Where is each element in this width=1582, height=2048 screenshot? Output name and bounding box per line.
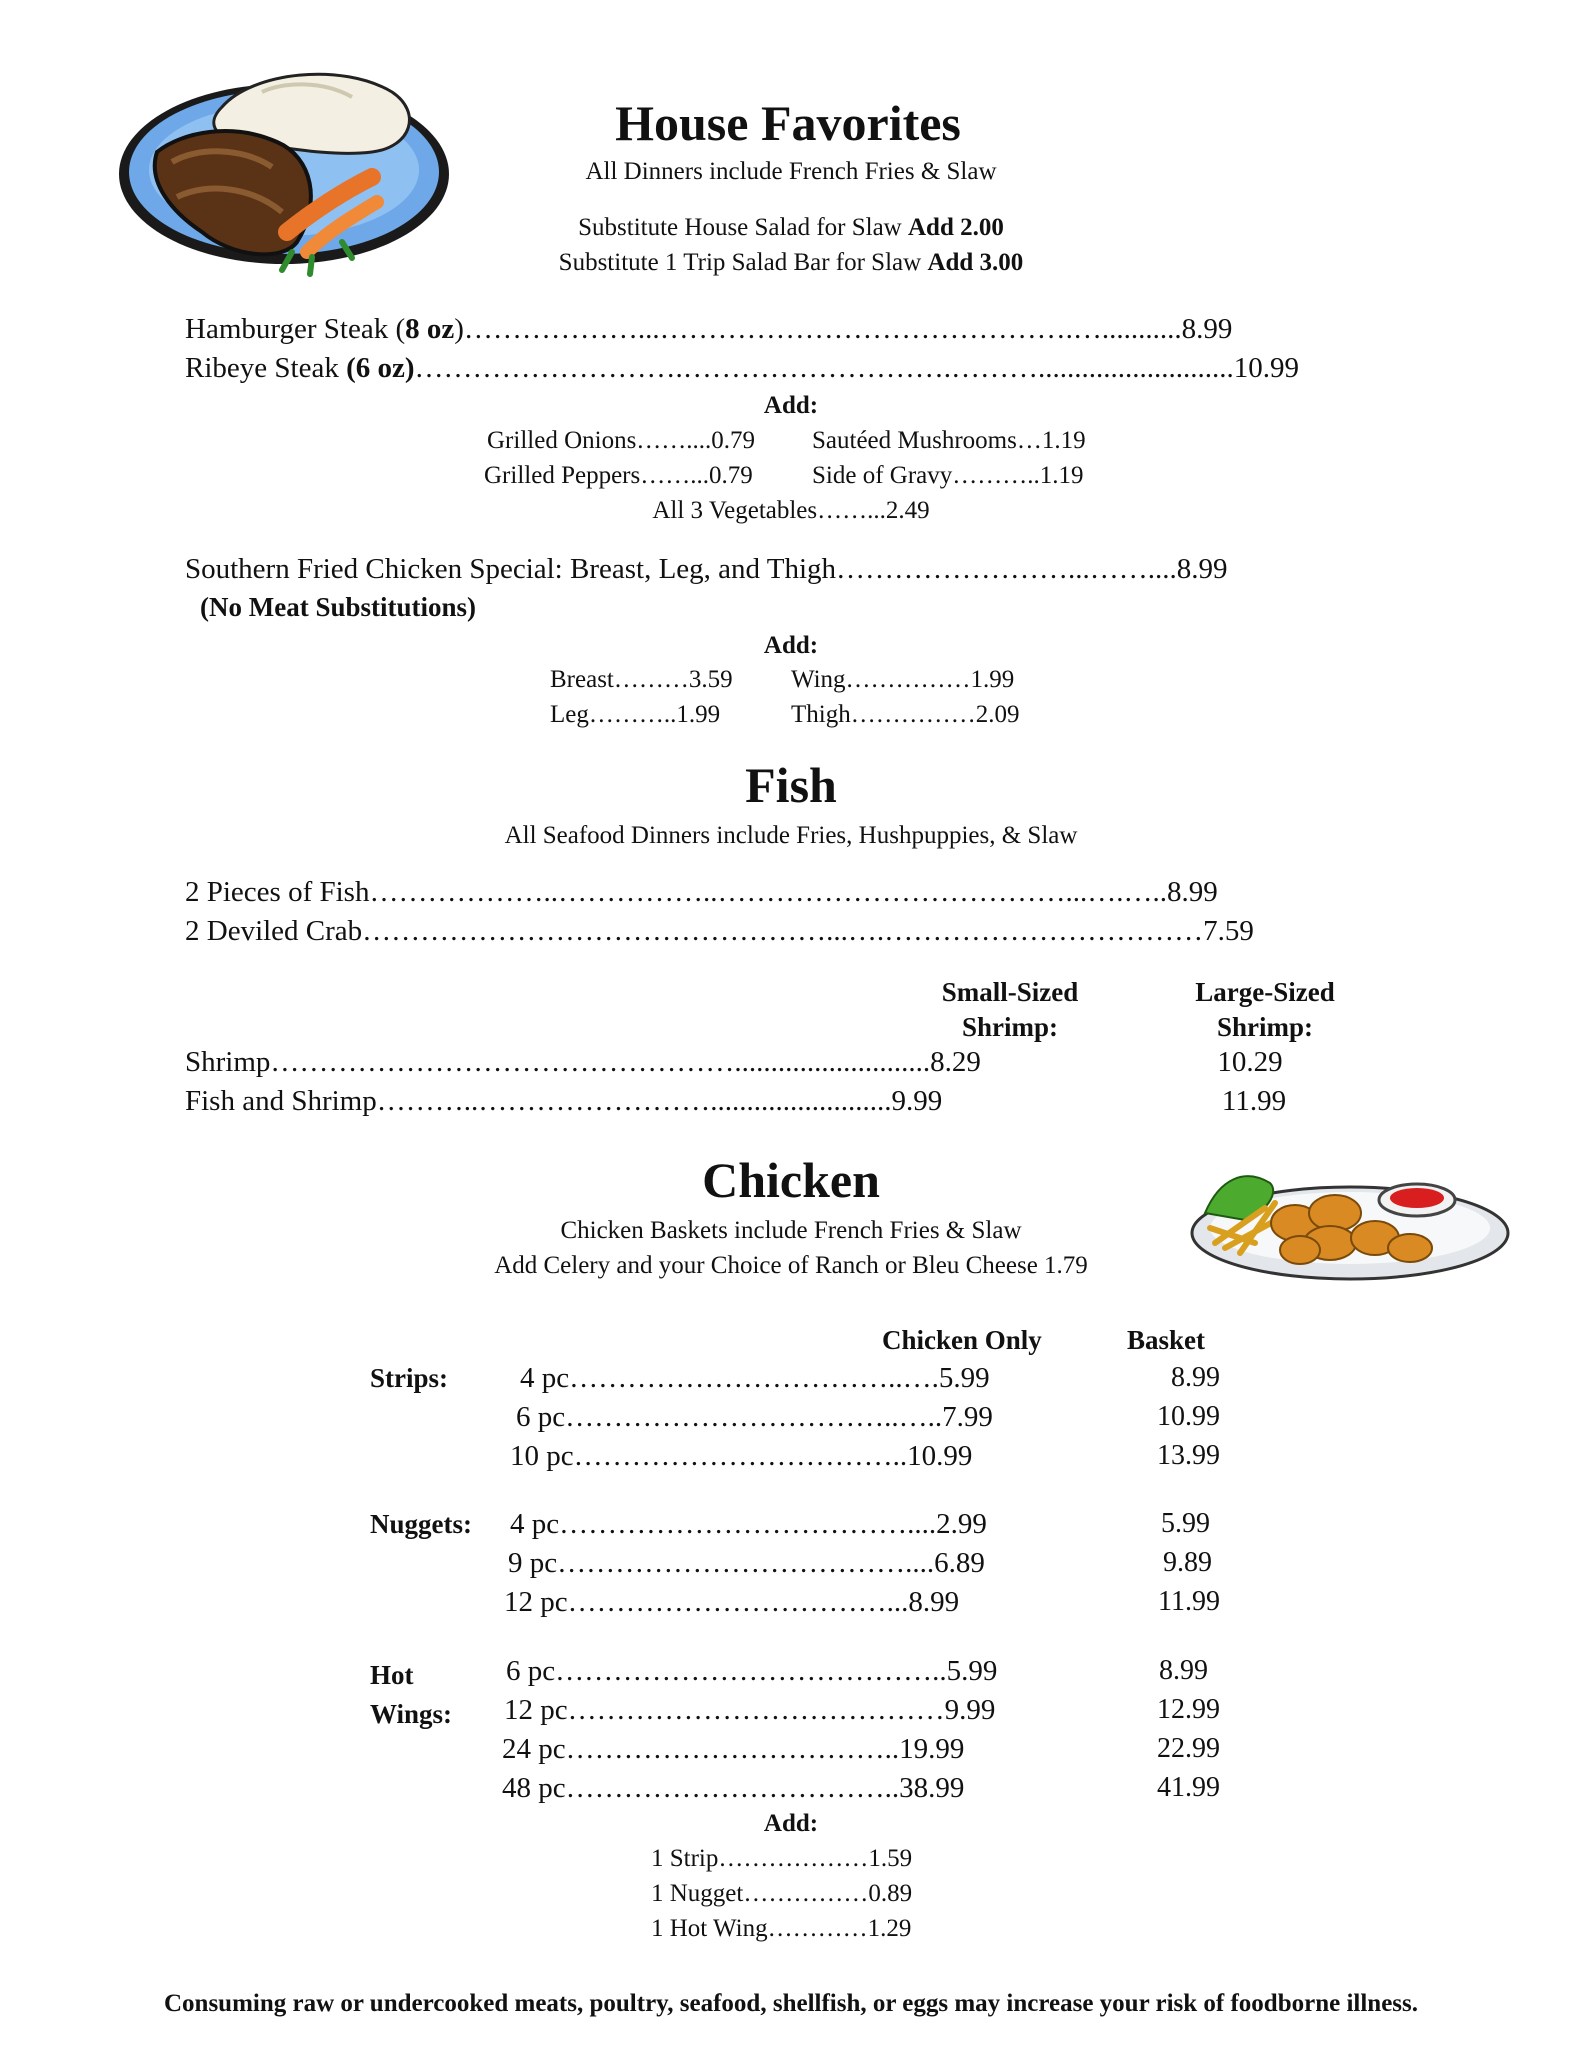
small-shrimp-header: Small-Sized Shrimp: [941, 977, 1079, 1042]
nuggets-12pc: 12 pc……………………………...8.99 [504, 1586, 960, 1618]
nuggets-4pc: 4 pc………………………………....2.99 [510, 1508, 987, 1540]
addon-sauteed-mushrooms: Sautéed Mushrooms…1.19 [812, 427, 1086, 454]
southern-fried-chicken-row: Southern Fried Chicken Special: Breast, Leg, and Thigh……………………...……....8.99 [185, 553, 1228, 585]
addon-leg: Leg………..1.99 [550, 701, 721, 728]
wings-6pc: 6 pc…………………………………..5.99 [506, 1655, 998, 1687]
nuggets-9pc-basket: 9.89 [1163, 1547, 1212, 1578]
salad-bar-substitution: Substitute 1 Trip Salad Bar for Slaw Add 3.00 [558, 249, 1024, 276]
wings-12pc: 12 pc…………………………………9.99 [504, 1694, 996, 1726]
strips-10pc: 10 pc……………………………..10.99 [510, 1440, 973, 1472]
wings-24pc: 24 pc……………………………..19.99 [502, 1733, 965, 1765]
nuggets-label: Nuggets: [370, 1509, 472, 1539]
addon-grilled-peppers: Grilled Peppers……...0.79 [484, 462, 753, 489]
add-1-strip: 1 Strip………………1.59 [651, 1845, 913, 1872]
wings-48pc: 48 pc……………………………..38.99 [502, 1772, 965, 1804]
addon-all-vegetables: All 3 Vegetables……...2.49 [652, 497, 930, 524]
add-1-nugget: 1 Nugget……………0.89 [651, 1880, 913, 1907]
two-pieces-of-fish-row: 2 Pieces of Fish………………..……………..………………………………...….…..8.99 [185, 876, 1218, 908]
chicken-add-label: Add: [763, 632, 819, 659]
chicken-extra-add-label: Add: [763, 1810, 819, 1837]
nuggets-4pc-basket: 5.99 [1161, 1508, 1210, 1539]
fish-and-shrimp-large-price: 11.99 [1221, 1085, 1287, 1117]
no-meat-substitutions: (No Meat Substitutions) [200, 592, 477, 622]
wings-48pc-basket: 41.99 [1157, 1772, 1220, 1803]
wings-6pc-basket: 8.99 [1159, 1655, 1208, 1686]
deviled-crab-row: 2 Deviled Crab…………………………………………...….……………………………7.59 [185, 915, 1254, 947]
shrimp-large-price: 10.29 [1217, 1046, 1283, 1078]
ribeye-steak-row: Ribeye Steak (6 oz)……………………….……………………….………...........................10.99 [185, 352, 1300, 384]
strips-10pc-basket: 13.99 [1157, 1440, 1220, 1471]
wings-12pc-basket: 12.99 [1157, 1694, 1220, 1725]
large-shrimp-header: Large-Sized Shrimp: [1195, 977, 1335, 1042]
nuggets-12pc-basket: 11.99 [1158, 1586, 1220, 1617]
shrimp-row: Shrimp…………………………………………...........................8.29 [185, 1046, 981, 1078]
fish-and-shrimp-row: Fish and Shrimp………..…………………….........................9.99 [185, 1085, 943, 1117]
wings-24pc-basket: 22.99 [1157, 1733, 1220, 1764]
foodborne-illness-warning: Consuming raw or undercooked meats, poultry, seafood, shellfish, or eggs may increase your risk of foodborne illness. [164, 1990, 1418, 2017]
strips-label: Strips: [370, 1363, 449, 1393]
house-favorites-subtitle: All Dinners include French Fries & Slaw [585, 158, 997, 185]
fish-title: Fish [745, 757, 837, 813]
strips-4pc: 4 pc……………………………..….5.99 [520, 1362, 990, 1394]
add-1-hot-wing: 1 Hot Wing…………1.29 [651, 1915, 912, 1942]
salad-substitution: Substitute House Salad for Slaw Add 2.00 [578, 214, 1004, 241]
basket-header: Basket [1127, 1325, 1206, 1355]
addon-side-of-gravy: Side of Gravy………..1.19 [812, 462, 1084, 489]
chicken-only-header: Chicken Only [882, 1325, 1042, 1355]
addon-thigh: Thigh……………2.09 [791, 701, 1020, 728]
addon-breast: Breast………3.59 [550, 666, 733, 693]
steak-add-label: Add: [763, 392, 819, 419]
chicken-celery-note: Add Celery and your Choice of Ranch or Bleu Cheese 1.79 [494, 1252, 1088, 1279]
hamburger-steak-row: Hamburger Steak (8 oz)………………...…………………………………….…...........8.99 [185, 313, 1233, 345]
hot-wings-label: Hot Wings: [370, 1660, 453, 1729]
strips-6pc: 6 pc……………………………..…..7.99 [516, 1401, 993, 1433]
strips-4pc-basket: 8.99 [1171, 1362, 1220, 1393]
nuggets-9pc: 9 pc………………………………....6.89 [508, 1547, 985, 1579]
fish-subtitle: All Seafood Dinners include Fries, Hushpuppies, & Slaw [504, 822, 1078, 849]
chicken-title: Chicken [702, 1152, 880, 1208]
house-favorites-title: House Favorites [615, 95, 961, 151]
strips-6pc-basket: 10.99 [1157, 1401, 1220, 1432]
addon-grilled-onions: Grilled Onions……....0.79 [487, 427, 756, 454]
chicken-subtitle: Chicken Baskets include French Fries & Slaw [560, 1217, 1022, 1244]
addon-wing: Wing……………1.99 [791, 666, 1015, 693]
